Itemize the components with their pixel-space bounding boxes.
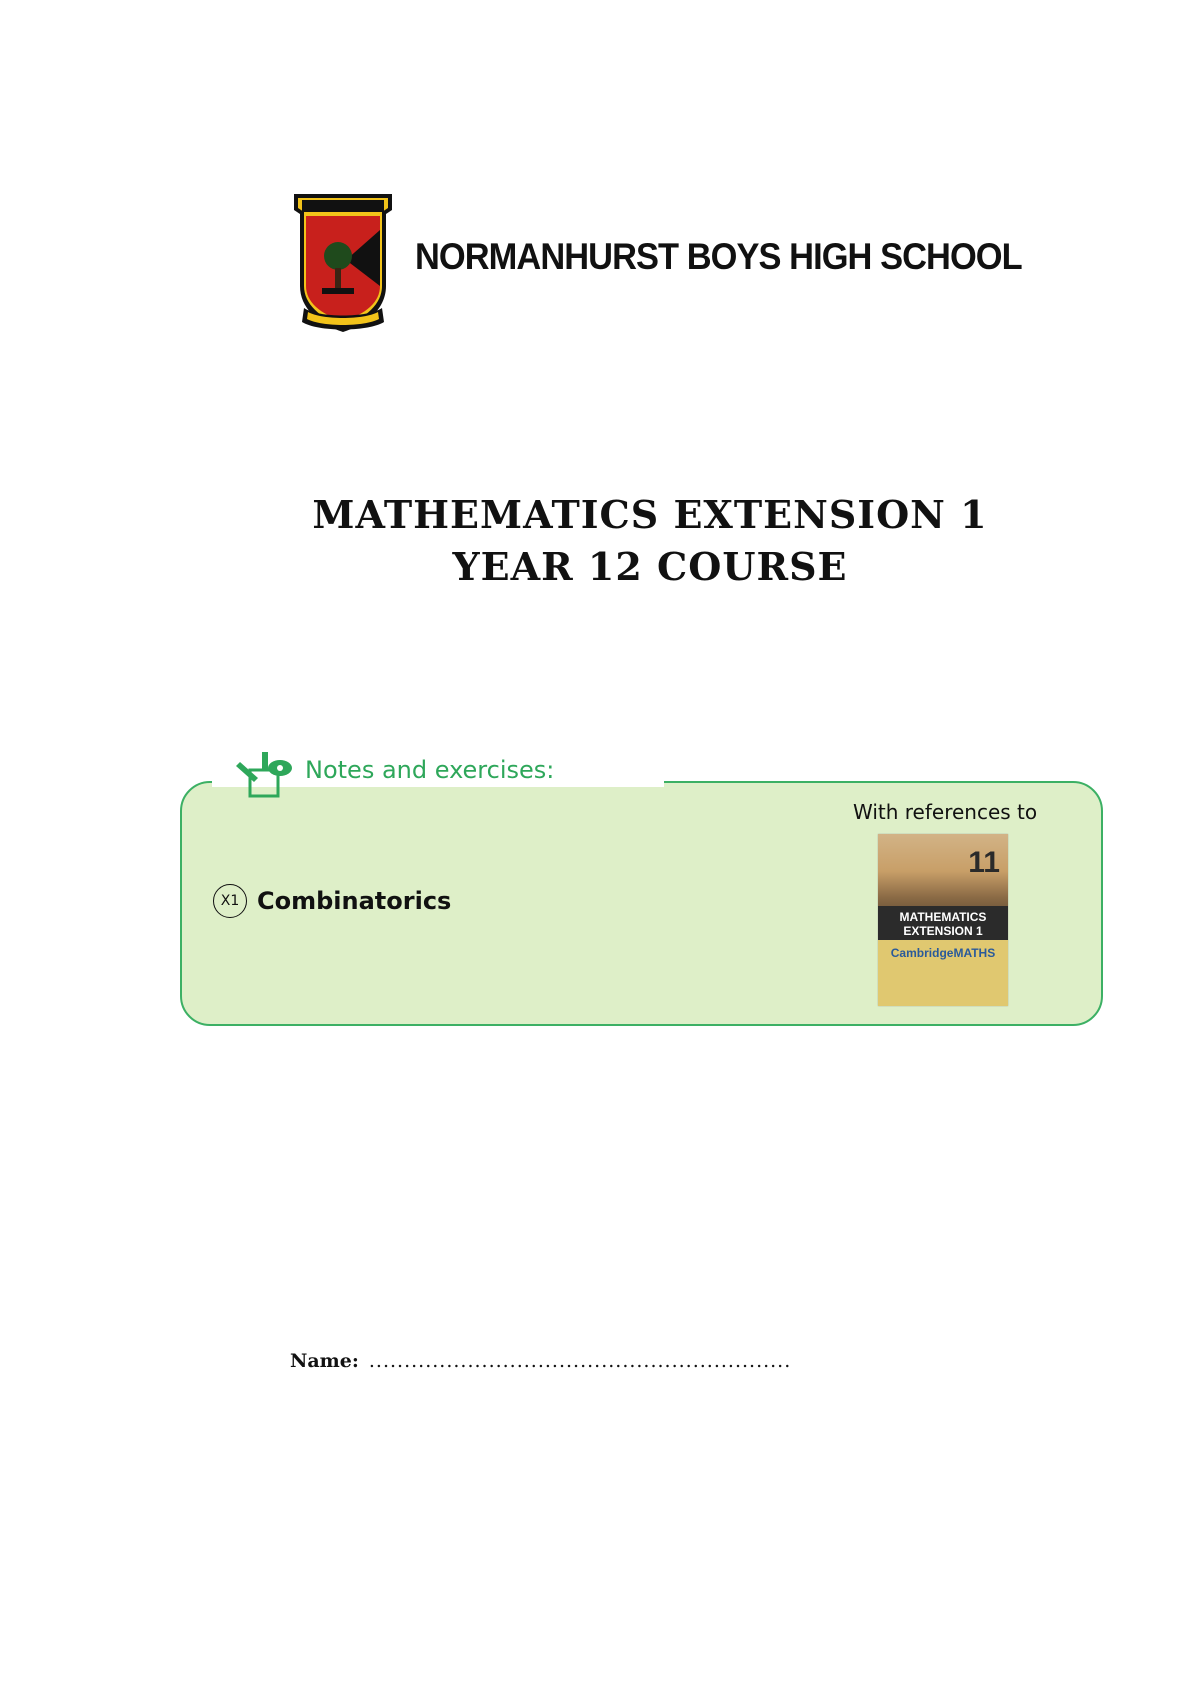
name-field (290, 1350, 791, 1372)
writing-tools-icon (236, 750, 296, 800)
cover-title-line1: MATHEMATICS (899, 910, 987, 924)
textbook-cover (878, 834, 1008, 1006)
school-name: NORMANHURST BOYS HIGH SCHOOL (415, 236, 1022, 277)
topic-badge: X1 (213, 884, 247, 918)
name-dotted-line: ............................................................ (368, 1350, 792, 1372)
notes-heading: Notes and exercises: (305, 756, 555, 784)
course-title-line1: MATHEMATICS EXTENSION 1 (312, 492, 988, 537)
school-crest-logo (288, 190, 398, 336)
name-label: Name: (290, 1350, 359, 1372)
topic-label: Combinatorics (257, 887, 452, 915)
topic-row (213, 884, 451, 918)
cover-brand: CambridgeMATHS (890, 946, 996, 960)
course-title-line2: YEAR 12 COURSE (452, 544, 848, 589)
cover-title-line2: EXTENSION 1 (903, 924, 983, 938)
cover-year-number: 11 (968, 846, 1000, 879)
references-label: With references to (853, 800, 1038, 824)
